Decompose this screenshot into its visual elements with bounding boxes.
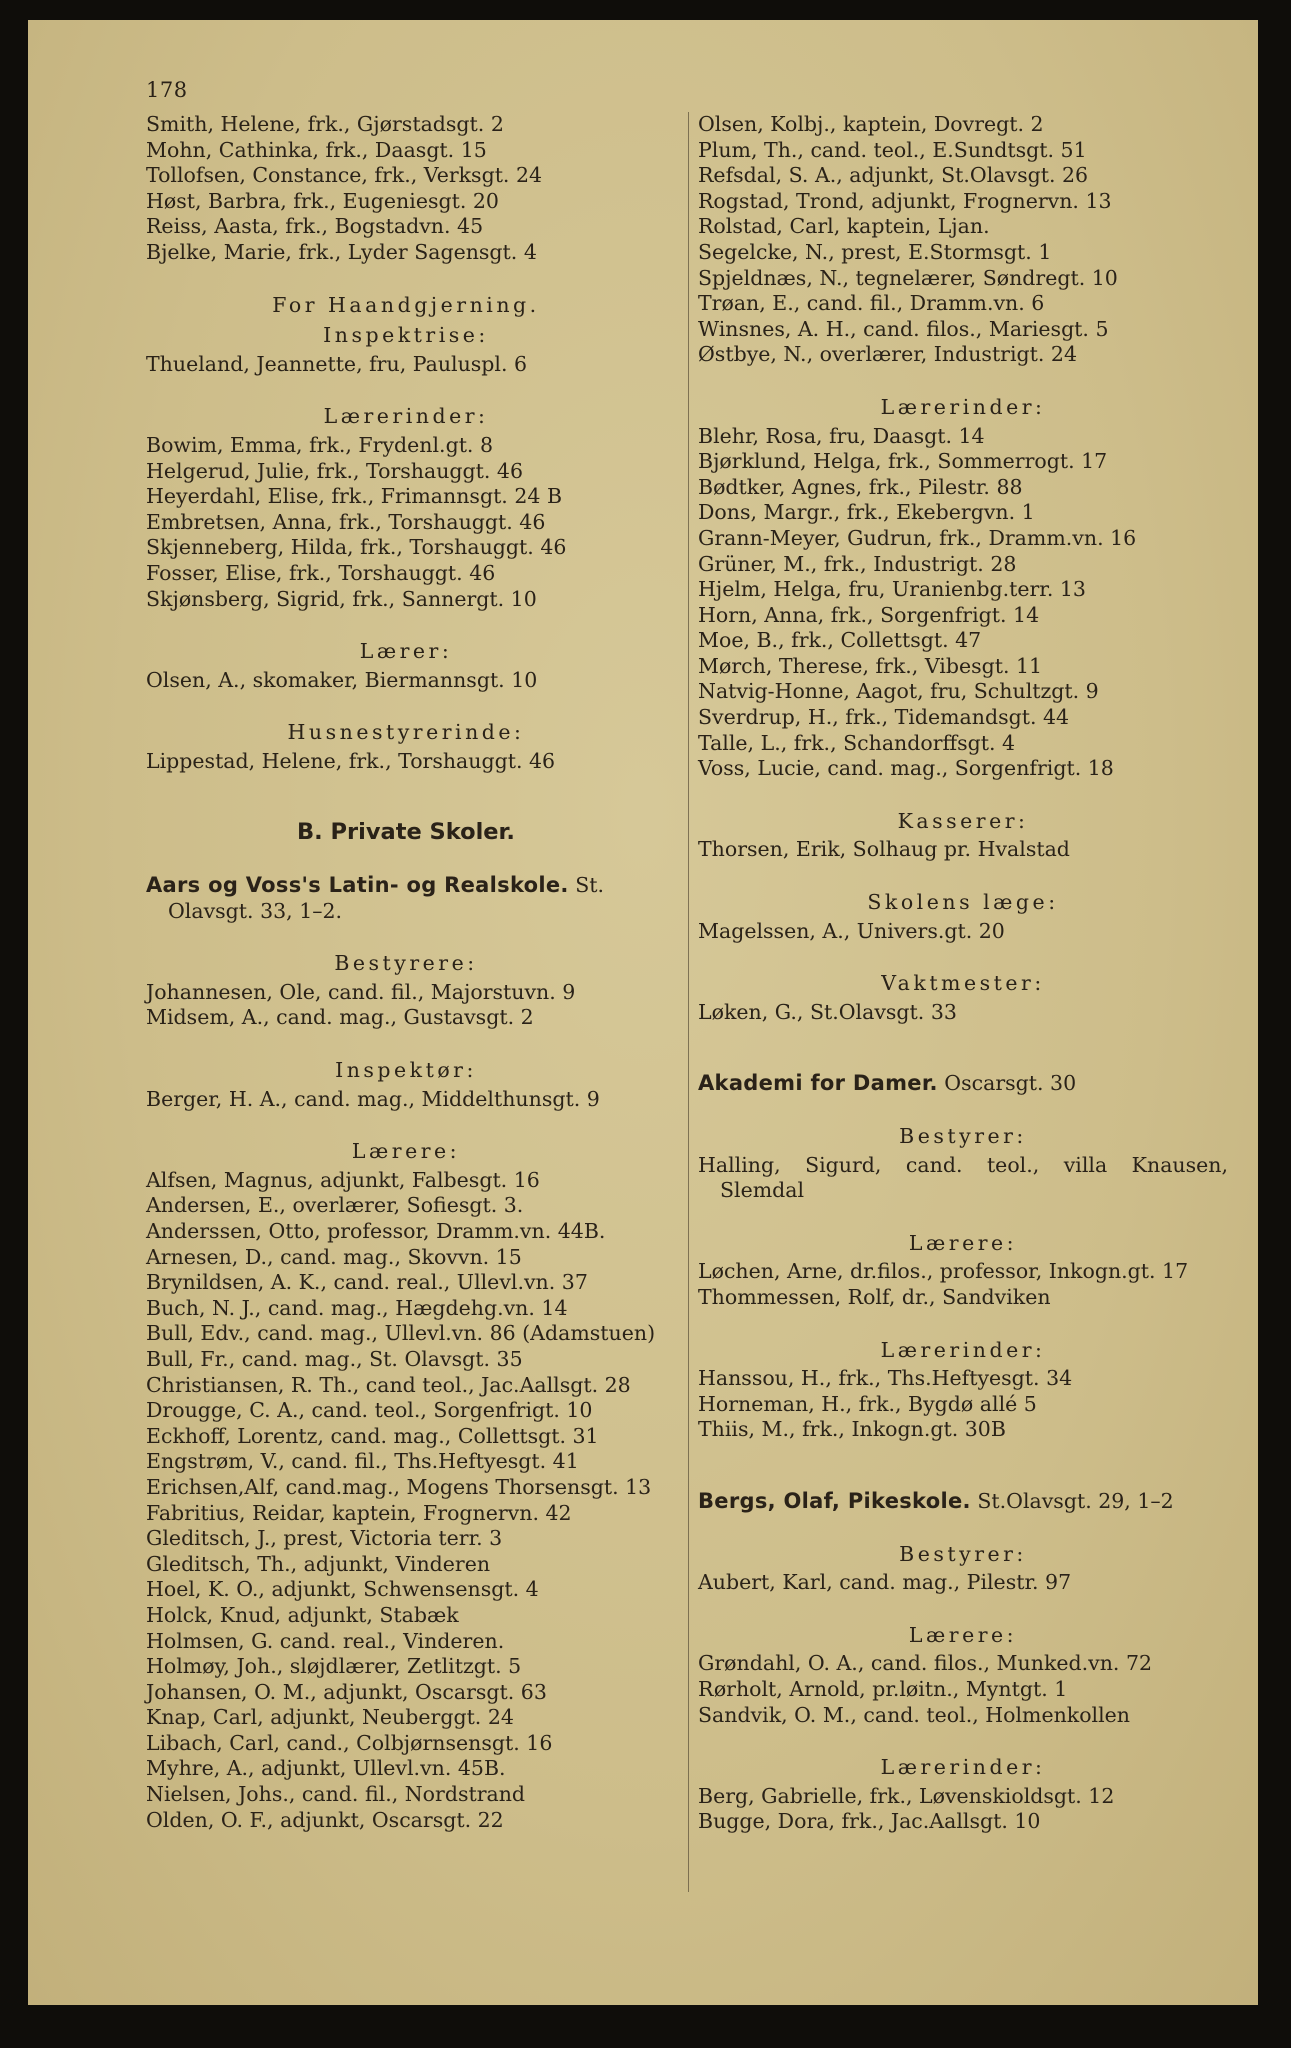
left-column (146, 112, 666, 1833)
entry: Johannesen, Ole, cand. fil., Majorstuvn. 9 (146, 979, 576, 1004)
entry: Holmsen, G. cand. real., Vinderen. (146, 1628, 505, 1653)
entry: Helgerud, Julie, frk., Torshauggt. 46 (146, 458, 524, 483)
entry: Berger, H. A., cand. mag., Middelthunsgt. 9 (146, 1086, 600, 1111)
entry: Hanssou, H., frk., Ths.Heftyesgt. 34 (698, 1366, 1073, 1391)
column-divider (688, 112, 689, 1892)
subheading: Vaktmester: (881, 971, 1045, 996)
entry: Skjenneberg, Hilda, frk., Torshauggt. 46 (146, 535, 567, 560)
entry: Berg, Gabrielle, frk., Løvenskioldsgt. 12 (698, 1783, 1115, 1808)
entry: Grann-Meyer, Gudrun, frk., Dramm.vn. 16 (698, 525, 1137, 550)
entry: Natvig-Honne, Aagot, fru, Schultzgt. 9 (698, 679, 1099, 704)
subheading: Inspektør: (335, 1058, 477, 1083)
subheading: Lærerinder: (880, 394, 1046, 419)
entry: Mohn, Cathinka, frk., Daasgt. 15 (146, 137, 487, 162)
entry: Bugge, Dora, frk., Jac.Aallsgt. 10 (698, 1809, 1041, 1834)
school-name: Bergs, Olaf, Pikeskole. (698, 1488, 971, 1513)
entry: Grøndahl, O. A., cand. filos., Munked.vn. 72 (698, 1651, 1153, 1676)
entry: Hoel, K. O., adjunkt, Schwensensgt. 4 (146, 1577, 539, 1602)
entry: Segelcke, N., prest, E.Stormsgt. 1 (698, 239, 1052, 264)
entry: Rørholt, Arnold, pr.løitn., Myntgt. 1 (698, 1676, 1068, 1701)
school-heading (698, 1489, 1228, 1515)
entry: Moe, B., frk., Collettsgt. 47 (698, 628, 982, 653)
subheading: Lærerinder: (880, 1337, 1046, 1362)
entry: Eckhoff, Lorentz, cand. mag., Collettsgt. 31 (146, 1423, 599, 1448)
school-heading (146, 873, 666, 924)
entry: Plum, Th., cand. teol., E.Sundtsgt. 51 (698, 137, 1087, 162)
entry: Bull, Fr., cand. mag., St. Olavsgt. 35 (146, 1346, 523, 1371)
subheading: Lærerinder: (323, 404, 489, 429)
entry: Gleditsch, Th., adjunkt, Vinderen (146, 1551, 491, 1576)
entry-list (146, 980, 666, 1031)
entry-continuation: Slemdal (720, 1178, 805, 1203)
subheading: Lærere: (351, 1139, 461, 1164)
subheading: Bestyrer: (899, 1124, 1027, 1148)
entry: Horn, Anna, frk., Sorgenfrigt. 14 (698, 602, 1040, 627)
school-name: Aars og Voss's Latin- og Realskole. (146, 873, 569, 898)
school-address: St.Olavsgt. 29, 1–2 (977, 1488, 1174, 1513)
entry: Brynildsen, A. K., cand. real., Ullevl.vn. 37 (146, 1270, 588, 1295)
entry: Holck, Knud, adjunkt, Stabæk (146, 1602, 459, 1627)
entry: Halling, Sigurd, cand. teol., villa Knausen, (698, 1152, 1228, 1177)
entry-list (698, 424, 1228, 782)
subheading: Bestyrere: (334, 951, 478, 976)
subheading: Lærerinder: (880, 1755, 1046, 1780)
entry: Østbye, N., overlærer, Industrigt. 24 (698, 342, 1078, 367)
entry: Bowim, Emma, frk., Frydenl.gt. 8 (146, 432, 494, 457)
entry: Drougge, C. A., cand. teol., Sorgenfrigt. 10 (146, 1398, 593, 1423)
entry: Thueland, Jeannette, fru, Pauluspl. 6 (146, 351, 528, 376)
subheading: Lærere: (908, 1622, 1018, 1647)
entry: Olsen, Kolbj., kaptein, Dovregt. 2 (698, 112, 1044, 136)
entry: Andersen, E., overlærer, Sofiesgt. 3. (146, 1193, 524, 1218)
entry: Talle, L., frk., Schandorffsgt. 4 (698, 730, 1016, 755)
entry: Midsem, A., cand. mag., Gustavsgt. 2 (146, 1005, 534, 1030)
entry: Thommessen, Rolf, dr., Sandviken (698, 1284, 1051, 1309)
entry: Hjelm, Helga, fru, Uranienbg.terr. 13 (698, 577, 1086, 602)
entry-list (698, 1259, 1228, 1310)
entry: Spjeldnæs, N., tegnelærer, Søndregt. 10 (698, 265, 1118, 290)
entry-list (698, 1366, 1228, 1443)
entry: Johansen, O. M., adjunkt, Oscarsgt. 63 (146, 1679, 547, 1704)
entry: Alfsen, Magnus, adjunkt, Falbesgt. 16 (146, 1167, 540, 1192)
right-column (698, 112, 1228, 1835)
entry: Thorsen, Erik, Solhaug pr. Hvalstad (698, 837, 1070, 862)
entry: Arnesen, D., cand. mag., Skovvn. 15 (146, 1244, 522, 1269)
subheading: Kasserer: (897, 808, 1029, 833)
school-name: Akademi for Damer. (698, 1071, 938, 1096)
entry: Rogstad, Trond, adjunkt, Frognervn. 13 (698, 188, 1112, 213)
entry: Buch, N. J., cand. mag., Hægdehg.vn. 14 (146, 1295, 568, 1320)
entry: Fabritius, Reidar, kaptein, Frognervn. 42 (146, 1500, 572, 1525)
entry: Bjørklund, Helga, frk., Sommerrogt. 17 (698, 449, 1108, 474)
entry: Fosser, Elise, frk., Torshauggt. 46 (146, 560, 496, 585)
entry: Tollofsen, Constance, frk., Verksgt. 24 (146, 163, 543, 188)
entry: Bjelke, Marie, frk., Lyder Sagensgt. 4 (146, 239, 537, 264)
entry: Christiansen, R. Th., cand teol., Jac.Aallsgt. 28 (146, 1372, 631, 1397)
entry: Bull, Edv., cand. mag., Ullevl.vn. 86 (Adamstuen) (146, 1321, 656, 1346)
section-title: B. Private Skoler. (297, 819, 515, 846)
entry: Olden, O. F., adjunkt, Oscarsgt. 22 (146, 1807, 504, 1832)
entry: Lippestad, Helene, frk., Torshauggt. 46 (146, 748, 556, 773)
entry: Bødtker, Agnes, frk., Pilestr. 88 (698, 474, 1023, 499)
school-heading (698, 1071, 1228, 1097)
entry: Heyerdahl, Elise, frk., Frimannsgt. 24 B (146, 484, 563, 509)
entry: Dons, Margr., frk., Ekebergvn. 1 (698, 500, 1035, 525)
entry: Anderssen, Otto, professor, Dramm.vn. 44B. (146, 1219, 606, 1243)
entry: Olsen, A., skomaker, Biermannsgt. 10 (146, 667, 538, 692)
entry: Embretsen, Anna, frk., Torshauggt. 46 (146, 509, 546, 534)
entry: Høst, Barbra, frk., Eugeniesgt. 20 (146, 188, 499, 213)
entry: Reiss, Aasta, frk., Bogstadvn. 45 (146, 214, 484, 239)
entry-list (698, 1784, 1228, 1835)
entry: Erichsen,Alf, cand.mag., Mogens Thorsensgt. 13 (146, 1474, 652, 1499)
entry: Thiis, M., frk., Inkogn.gt. 30B (698, 1417, 1006, 1442)
entry-list (146, 1168, 666, 1833)
school-address: St. Olavsgt. 33, 1–2. (168, 873, 605, 923)
subheading: Husnestyrerinde: (287, 720, 525, 745)
entry: Magelssen, A., Univers.gt. 20 (698, 918, 1005, 943)
entry: Rolstad, Carl, kaptein, Ljan. (698, 214, 990, 239)
entry: Refsdal, S. A., adjunkt, St.Olavsgt. 26 (698, 163, 1089, 188)
entry-list (698, 1651, 1228, 1728)
entry: Grüner, M., frk., Industrigt. 28 (698, 551, 1017, 576)
subheading: Skolens læge: (867, 890, 1059, 915)
entry: Smith, Helene, frk., Gjørstadsgt. 2 (146, 112, 504, 136)
entry: Mørch, Therese, frk., Vibesgt. 11 (698, 653, 1043, 678)
entry: Skjønsberg, Sigrid, frk., Sannergt. 10 (146, 586, 537, 611)
entry: Sverdrup, H., frk., Tidemandsgt. 44 (698, 705, 1070, 730)
subheading: Bestyrer: (899, 1541, 1027, 1566)
school-address: Oscarsgt. 30 (944, 1071, 1077, 1096)
subheading: Inspektrise: (323, 323, 489, 348)
section-heading: For Haandgjerning. (272, 292, 540, 317)
entry: Horneman, H., frk., Bygdø allé 5 (698, 1391, 1037, 1416)
entry: Sandvik, O. M., cand. teol., Holmenkollen (698, 1702, 1131, 1727)
entry: Libach, Carl, cand., Colbjørnsensgt. 16 (146, 1730, 553, 1755)
entry: Løchen, Arne, dr.filos., professor, Inkogn.gt. 17 (698, 1259, 1189, 1284)
entry: Blehr, Rosa, fru, Daasgt. 14 (698, 423, 985, 448)
entry: Trøan, E., cand. fil., Dramm.vn. 6 (698, 291, 1045, 316)
subheading: Lærere: (908, 1230, 1018, 1255)
entry: Nielsen, Johs., cand. fil., Nordstrand (146, 1782, 526, 1807)
entry: Gleditsch, J., prest, Victoria terr. 3 (146, 1526, 503, 1551)
entry-list (698, 112, 1228, 368)
entry-list (146, 433, 666, 612)
entry: Engstrøm, V., cand. fil., Ths.Heftyesgt. 41 (146, 1449, 579, 1474)
entry: Voss, Lucie, cand. mag., Sorgenfrigt. 18 (698, 756, 1114, 781)
entry: Winsnes, A. H., cand. filos., Mariesgt. 5 (698, 316, 1109, 341)
entry: Aubert, Karl, cand. mag., Pilestr. 97 (698, 1570, 1072, 1595)
entry: Knap, Carl, adjunkt, Neuberggt. 24 (146, 1705, 514, 1730)
subheading: Lærer: (359, 639, 453, 664)
page-number: 178 (146, 78, 188, 102)
entry: Løken, G., St.Olavsgt. 33 (698, 999, 957, 1024)
entry: Myhre, A., adjunkt, Ullevl.vn. 45B. (146, 1756, 506, 1781)
entry: Holmøy, Joh., sløjdlærer, Zetlitzgt. 5 (146, 1654, 522, 1679)
entry-list (146, 112, 666, 266)
